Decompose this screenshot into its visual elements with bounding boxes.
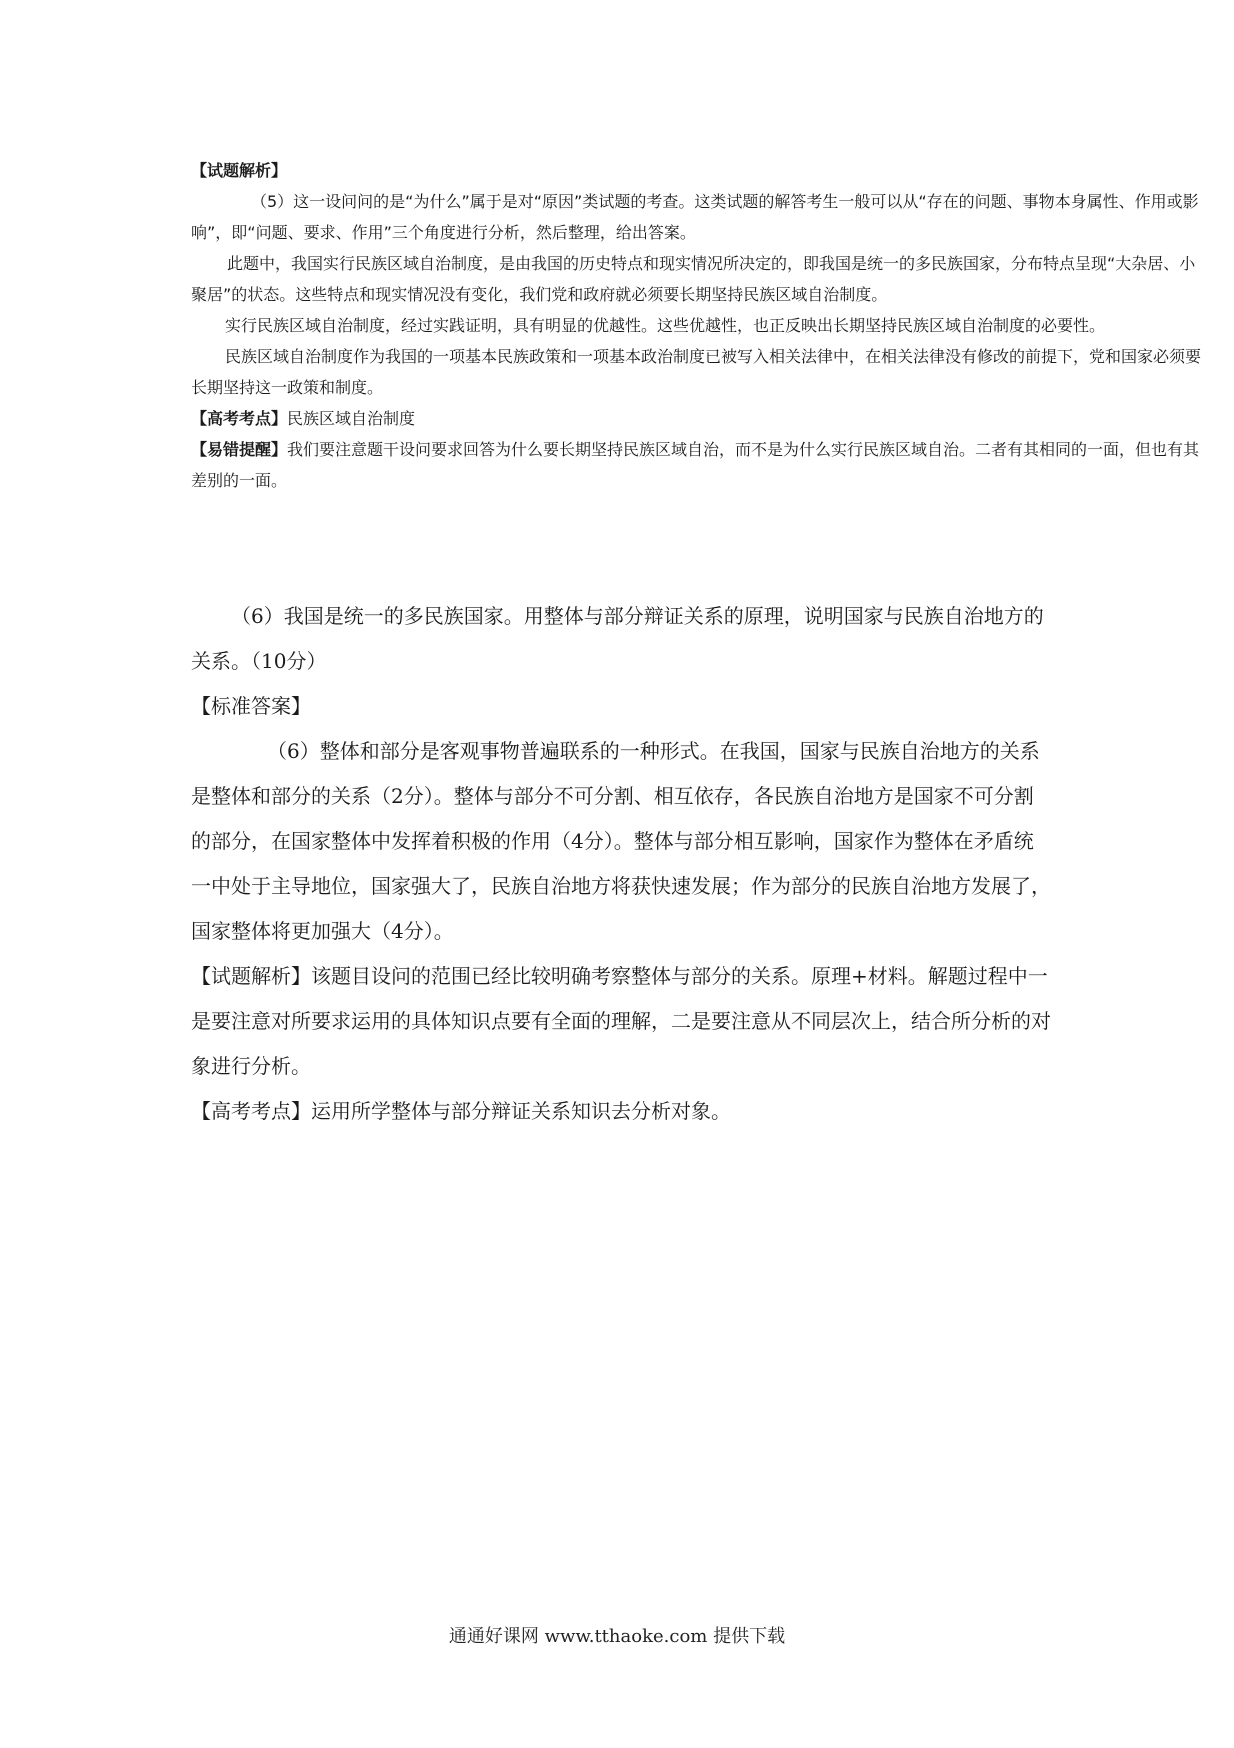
part5-analysis-label: 【试题解析】: [191, 161, 288, 180]
part6-analysis-text: 该题目设问的范围已经比较明确考察整体与部分的关系。原理+材料。解题过程中一是要注意对所要求运用的具体知识点要有全面的理解，二是要注意从不同层次上，结合所分析的对象进行分析。: [191, 964, 1051, 1078]
part6-answer: （6）整体和部分是客观事物普遍联系的一种形式。在我国，国家与民族自治地方的关系是整体和部分的关系（2分）。整体与部分不可分割、相互依存，各民族自治地方是国家不可分割的部分，在国家整体中发挥着积极的作用（4分）。整体与部分相互影响，国家作为整体在矛盾统一中处于主导地位，国家强大了，民族自治地方将获快速发展；作为部分的民族自治地方发展了，国家整体将更加强大（4分）。: [191, 739, 1051, 943]
part5-exam-point-text: 民族区域自治制度: [287, 409, 416, 428]
part6-answer-label: 【标准答案】: [191, 694, 311, 718]
part6-analysis: [191, 954, 1051, 1089]
part6-analysis-label: 【试题解析】: [191, 964, 311, 988]
page-footer: 通通好课网 www.tthaoke.com 提供下载: [448, 1626, 786, 1647]
part5-exam-point-label: 【高考考点】: [191, 409, 288, 428]
part5-section: [191, 155, 1206, 496]
part6-section: [191, 594, 1051, 1134]
part5-paragraph-3: 实行民族区域自治制度，经过实践证明，具有明显的优越性。这些优越性，也正反映出长期坚持民族区域自治制度的必要性。: [225, 316, 1106, 335]
part5-error-tip: [191, 434, 1206, 496]
part5-paragraph-4: 民族区域自治制度作为我国的一项基本民族政策和一项基本政治制度已被写入相关法律中，在相关法律没有修改的前提下，党和国家必须要长期坚持这一政策和制度。: [191, 347, 1202, 397]
part6-exam-point-label: 【高考考点】: [191, 1099, 311, 1123]
part6-exam-point: [191, 1089, 1051, 1134]
part5-paragraph-2: 此题中，我国实行民族区域自治制度，是由我国的历史特点和现实情况所决定的，即我国是统一的多民族国家，分布特点呈现“大杂居、小聚居”的状态。这些特点和现实情况没有变化，我们党和政府就必须要长期坚持民族区域自治制度。: [191, 254, 1196, 304]
part5-error-tip-text: 我们要注意题干设问要求回答为什么要长期坚持民族区域自治，而不是为什么实行民族区域自治。二者有其相同的一面，但也有其差别的一面。: [191, 440, 1200, 490]
part5-error-tip-label: 【易错提醒】: [191, 440, 288, 459]
part5-exam-point: [191, 403, 1206, 434]
part6-exam-point-text: 运用所学整体与部分辩证关系知识去分析对象。: [311, 1099, 731, 1123]
part5-paragraph-1: （5）这一设问问的是“为什么”属于是对“原因”类试题的考查。这类试题的解答考生一般可以从“存在的问题、事物本身属性、作用或影响”，即“问题、要求、作用”三个角度进行分析，然后整理，给出答案。: [191, 192, 1199, 242]
part6-question: （6）我国是统一的多民族国家。用整体与部分辩证关系的原理，说明国家与民族自治地方的关系。（10分）: [191, 604, 1044, 673]
